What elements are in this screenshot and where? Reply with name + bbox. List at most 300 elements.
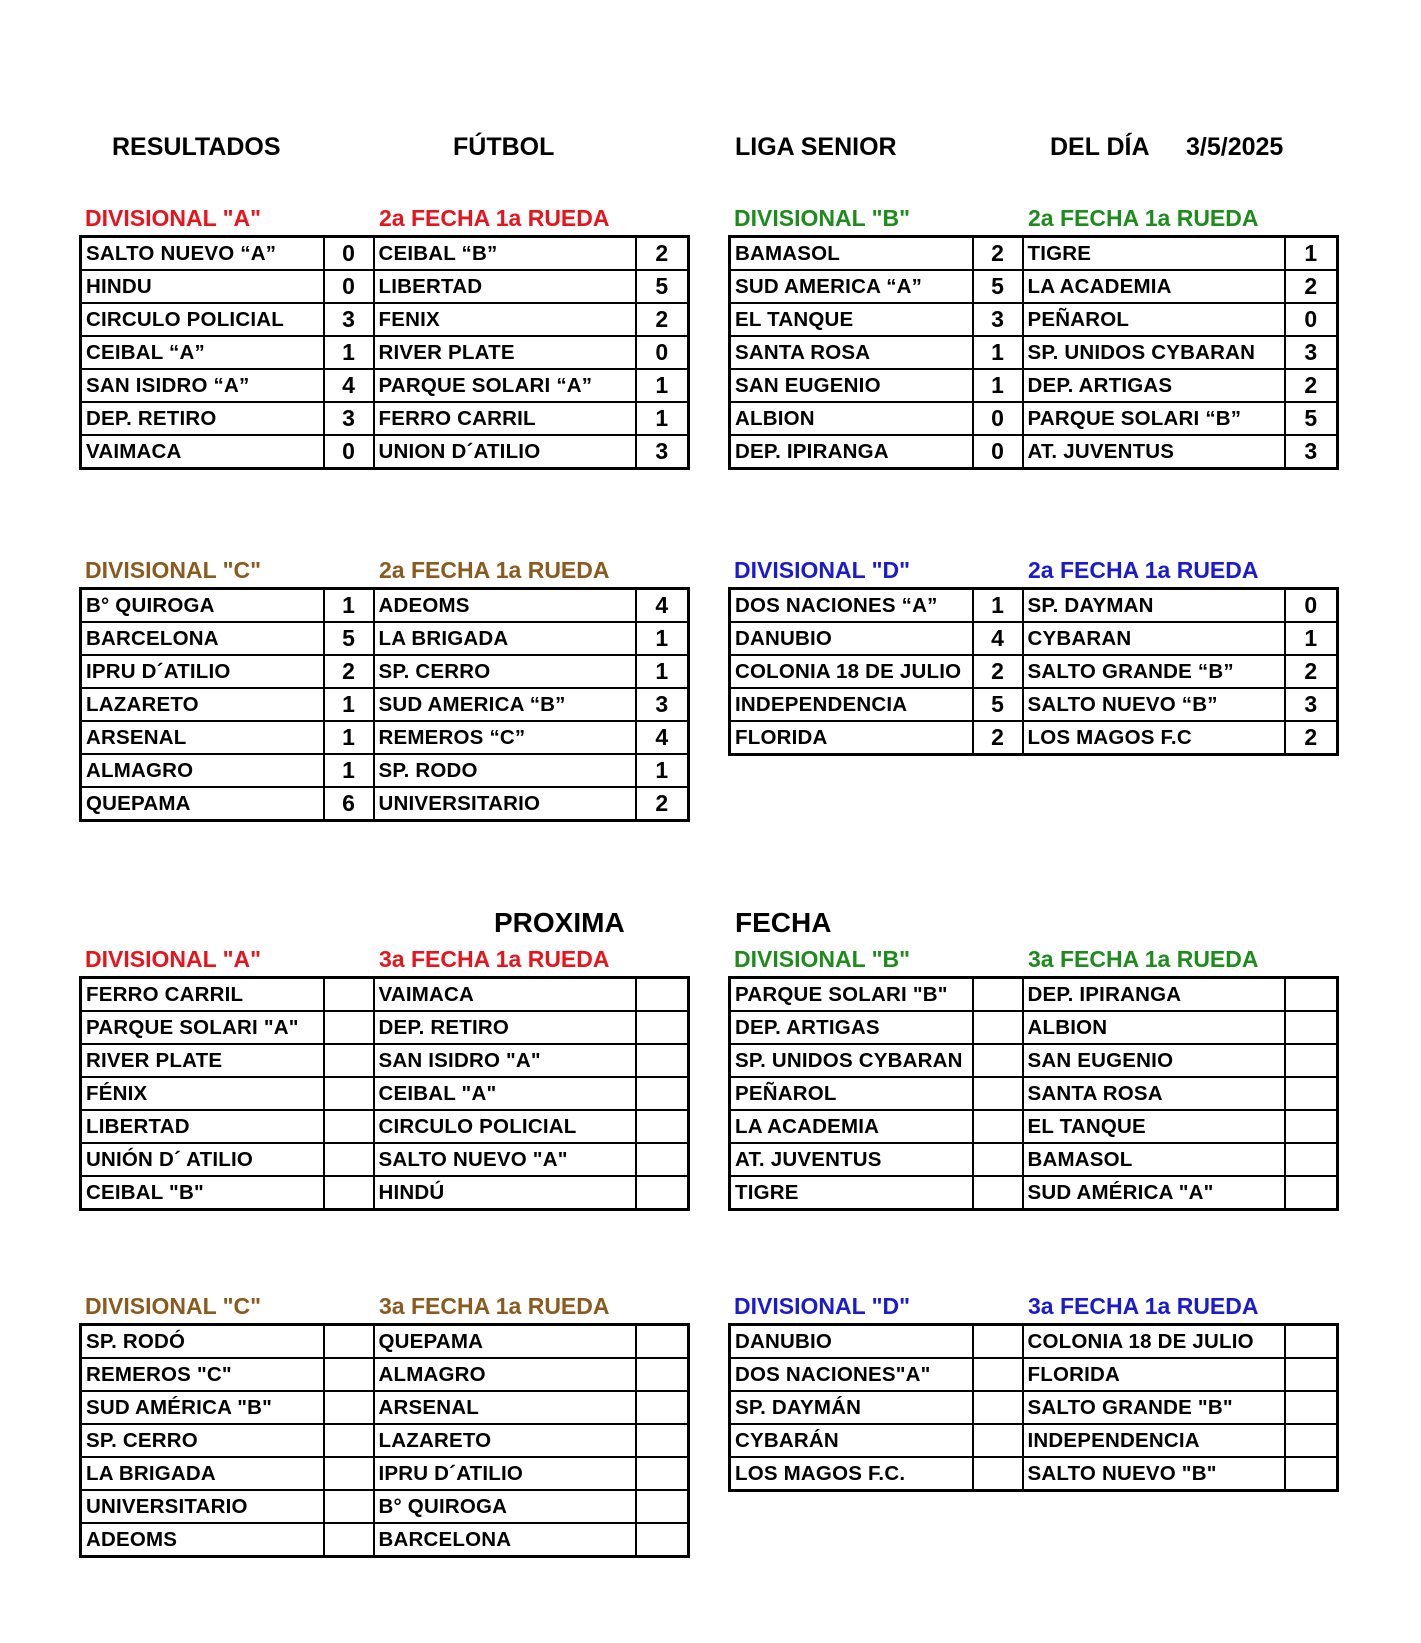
match-row	[81, 435, 689, 469]
match-row	[81, 270, 689, 303]
away-team: SAN ISIDRO "A"	[374, 1044, 636, 1077]
matches-table	[79, 235, 690, 470]
home-team: SALTO NUEVO “A”	[81, 237, 324, 271]
division-block	[79, 1293, 687, 1558]
match-row	[730, 1325, 1338, 1359]
match-row	[81, 721, 689, 754]
round-label: 3a FECHA 1a RUEDA	[1028, 946, 1259, 972]
match-row	[730, 303, 1338, 336]
home-score: 1	[324, 589, 374, 623]
away-team: CEIBAL “B”	[374, 237, 636, 271]
division-name: DIVISIONAL "C"	[85, 557, 262, 583]
matches-table	[79, 1323, 690, 1558]
home-score: 3	[973, 303, 1023, 336]
home-score: 0	[324, 435, 374, 469]
away-team: BAMASOL	[1023, 1143, 1285, 1176]
match-row	[730, 622, 1338, 655]
away-score: 1	[1285, 237, 1338, 271]
home-team: LOS MAGOS F.C.	[730, 1457, 973, 1491]
home-score: 0	[324, 237, 374, 271]
match-row	[730, 1143, 1338, 1176]
home-team: DANUBIO	[730, 1325, 973, 1359]
away-team: SP. UNIDOS CYBARAN	[1023, 336, 1285, 369]
away-team: ALMAGRO	[374, 1358, 636, 1391]
home-team: CIRCULO POLICIAL	[81, 303, 324, 336]
home-team: BAMASOL	[730, 237, 973, 271]
home-team: CEIBAL “A”	[81, 336, 324, 369]
division-title-row	[728, 1293, 1336, 1323]
round-label: 2a FECHA 1a RUEDA	[1028, 205, 1259, 231]
away-team: B° QUIROGA	[374, 1490, 636, 1523]
home-team: DEP. IPIRANGA	[730, 435, 973, 469]
division-title-row	[728, 557, 1336, 587]
home-team: HINDU	[81, 270, 324, 303]
away-score: 2	[636, 303, 689, 336]
division-block	[79, 557, 687, 822]
division-name: DIVISIONAL "A"	[85, 205, 262, 231]
away-score	[636, 1391, 689, 1424]
away-score	[636, 978, 689, 1012]
home-score: 1	[324, 721, 374, 754]
match-row	[81, 1424, 689, 1457]
away-team: LAZARETO	[374, 1424, 636, 1457]
home-team: RIVER PLATE	[81, 1044, 324, 1077]
match-row	[81, 1325, 689, 1359]
away-score: 2	[1285, 369, 1338, 402]
match-row	[81, 402, 689, 435]
match-row	[730, 655, 1338, 688]
home-score	[324, 1391, 374, 1424]
home-team: SP. DAYMÁN	[730, 1391, 973, 1424]
home-score: 5	[973, 270, 1023, 303]
home-score	[973, 1457, 1023, 1491]
away-team: SALTO NUEVO “B”	[1023, 688, 1285, 721]
away-score	[636, 1143, 689, 1176]
away-team: PEÑAROL	[1023, 303, 1285, 336]
match-row	[730, 978, 1338, 1012]
home-score: 2	[324, 655, 374, 688]
away-team: UNIVERSITARIO	[374, 787, 636, 821]
home-score: 1	[324, 336, 374, 369]
away-score	[1285, 1077, 1338, 1110]
home-team: DEP. RETIRO	[81, 402, 324, 435]
home-score	[324, 1490, 374, 1523]
home-team: B° QUIROGA	[81, 589, 324, 623]
away-score: 1	[1285, 622, 1338, 655]
home-score: 5	[324, 622, 374, 655]
division-block	[728, 205, 1336, 470]
match-row	[81, 622, 689, 655]
division-title-row	[79, 946, 687, 976]
match-row	[730, 270, 1338, 303]
round-label: 3a FECHA 1a RUEDA	[379, 946, 610, 972]
home-team: FERRO CARRIL	[81, 978, 324, 1012]
away-score	[1285, 1391, 1338, 1424]
home-team: PARQUE SOLARI "B"	[730, 978, 973, 1012]
matches-table	[728, 1323, 1339, 1492]
match-row	[81, 369, 689, 402]
away-team: SALTO GRANDE "B"	[1023, 1391, 1285, 1424]
home-score	[973, 1077, 1023, 1110]
match-row	[730, 237, 1338, 271]
away-score	[636, 1011, 689, 1044]
matches-table	[79, 587, 690, 822]
home-team: FÉNIX	[81, 1077, 324, 1110]
division-name: DIVISIONAL "C"	[85, 1293, 262, 1319]
away-score: 4	[636, 721, 689, 754]
match-row	[81, 1110, 689, 1143]
away-score: 3	[1285, 435, 1338, 469]
match-row	[730, 589, 1338, 623]
match-row	[81, 1044, 689, 1077]
home-team: DOS NACIONES “A”	[730, 589, 973, 623]
home-team: BARCELONA	[81, 622, 324, 655]
home-score: 4	[973, 622, 1023, 655]
match-row	[81, 1523, 689, 1557]
home-score	[324, 1143, 374, 1176]
header-resultados: RESULTADOS	[112, 133, 281, 161]
home-team: DANUBIO	[730, 622, 973, 655]
match-row	[730, 369, 1338, 402]
away-team: PARQUE SOLARI “B”	[1023, 402, 1285, 435]
match-row	[730, 688, 1338, 721]
home-team: INDEPENDENCIA	[730, 688, 973, 721]
away-score: 1	[636, 622, 689, 655]
match-row	[81, 1391, 689, 1424]
home-score: 1	[973, 369, 1023, 402]
match-row	[81, 1176, 689, 1210]
home-team: AT. JUVENTUS	[730, 1143, 973, 1176]
away-score	[1285, 1325, 1338, 1359]
home-score: 2	[973, 721, 1023, 755]
away-score: 0	[1285, 303, 1338, 336]
match-row	[730, 336, 1338, 369]
match-row	[81, 589, 689, 623]
away-score: 4	[636, 589, 689, 623]
away-score: 0	[1285, 589, 1338, 623]
header-sport: FÚTBOL	[453, 133, 555, 161]
home-score: 2	[973, 655, 1023, 688]
away-score	[636, 1110, 689, 1143]
home-score	[324, 1077, 374, 1110]
home-team: TIGRE	[730, 1176, 973, 1210]
away-score: 2	[1285, 655, 1338, 688]
away-team: REMEROS “C”	[374, 721, 636, 754]
round-label: 3a FECHA 1a RUEDA	[1028, 1293, 1259, 1319]
home-team: LAZARETO	[81, 688, 324, 721]
away-score	[636, 1176, 689, 1210]
home-score: 1	[324, 688, 374, 721]
home-score	[973, 978, 1023, 1012]
away-team: DEP. IPIRANGA	[1023, 978, 1285, 1012]
away-team: LA ACADEMIA	[1023, 270, 1285, 303]
match-row	[730, 1391, 1338, 1424]
home-score: 6	[324, 787, 374, 821]
away-score: 5	[1285, 402, 1338, 435]
away-score	[636, 1490, 689, 1523]
match-row	[81, 688, 689, 721]
away-score	[636, 1358, 689, 1391]
match-row	[730, 1077, 1338, 1110]
match-row	[730, 1110, 1338, 1143]
away-score: 3	[636, 688, 689, 721]
away-team: COLONIA 18 DE JULIO	[1023, 1325, 1285, 1359]
away-team: SUD AMÉRICA "A"	[1023, 1176, 1285, 1210]
away-score: 0	[636, 336, 689, 369]
division-title-row	[728, 205, 1336, 235]
home-score	[324, 1176, 374, 1210]
away-team: HINDÚ	[374, 1176, 636, 1210]
match-row	[730, 1424, 1338, 1457]
away-score	[636, 1523, 689, 1557]
division-block	[79, 205, 687, 470]
away-team: DEP. ARTIGAS	[1023, 369, 1285, 402]
home-team: SP. CERRO	[81, 1424, 324, 1457]
division-title-row	[79, 557, 687, 587]
home-team: SP. RODÓ	[81, 1325, 324, 1359]
away-score	[636, 1077, 689, 1110]
match-row	[81, 1143, 689, 1176]
home-team: SP. UNIDOS CYBARAN	[730, 1044, 973, 1077]
match-row	[730, 721, 1338, 755]
round-label: 2a FECHA 1a RUEDA	[379, 205, 610, 231]
home-team: IPRU D´ATILIO	[81, 655, 324, 688]
header-league: LIGA SENIOR	[735, 133, 897, 161]
home-team: LIBERTAD	[81, 1110, 324, 1143]
matches-table	[728, 976, 1339, 1211]
home-score: 2	[973, 237, 1023, 271]
away-team: QUEPAMA	[374, 1325, 636, 1359]
home-score: 3	[324, 303, 374, 336]
away-score	[1285, 1424, 1338, 1457]
away-team: SALTO NUEVO "A"	[374, 1143, 636, 1176]
away-score	[1285, 978, 1338, 1012]
away-score: 1	[636, 369, 689, 402]
match-row	[81, 303, 689, 336]
home-team: LA ACADEMIA	[730, 1110, 973, 1143]
home-team: CEIBAL "B"	[81, 1176, 324, 1210]
home-team: ARSENAL	[81, 721, 324, 754]
division-name: DIVISIONAL "B"	[734, 946, 911, 972]
away-team: FERRO CARRIL	[374, 402, 636, 435]
match-row	[730, 1358, 1338, 1391]
home-team: SAN ISIDRO “A”	[81, 369, 324, 402]
away-score	[1285, 1011, 1338, 1044]
home-score: 1	[324, 754, 374, 787]
division-block	[79, 946, 687, 1211]
match-row	[81, 978, 689, 1012]
away-score: 3	[1285, 336, 1338, 369]
away-team: CEIBAL "A"	[374, 1077, 636, 1110]
home-score	[324, 1457, 374, 1490]
away-team: INDEPENDENCIA	[1023, 1424, 1285, 1457]
match-row	[81, 754, 689, 787]
home-team: DOS NACIONES"A"	[730, 1358, 973, 1391]
home-score	[324, 1325, 374, 1359]
away-team: SANTA ROSA	[1023, 1077, 1285, 1110]
match-row	[81, 1457, 689, 1490]
away-score	[636, 1457, 689, 1490]
away-score	[1285, 1110, 1338, 1143]
home-team: LA BRIGADA	[81, 1457, 324, 1490]
away-score: 5	[636, 270, 689, 303]
away-team: CYBARAN	[1023, 622, 1285, 655]
home-team: ADEOMS	[81, 1523, 324, 1557]
home-team: FLORIDA	[730, 721, 973, 755]
home-score: 5	[973, 688, 1023, 721]
home-score	[973, 1325, 1023, 1359]
match-row	[81, 237, 689, 271]
home-team: ALMAGRO	[81, 754, 324, 787]
matches-table	[728, 587, 1339, 756]
match-row	[81, 336, 689, 369]
away-score	[636, 1325, 689, 1359]
away-team: VAIMACA	[374, 978, 636, 1012]
home-team: SUD AMÉRICA "B"	[81, 1391, 324, 1424]
home-score	[973, 1110, 1023, 1143]
header-date: 3/5/2025	[1186, 133, 1284, 161]
home-team: PARQUE SOLARI "A"	[81, 1011, 324, 1044]
home-team: ALBION	[730, 402, 973, 435]
away-team: BARCELONA	[374, 1523, 636, 1557]
away-score	[1285, 1044, 1338, 1077]
home-score	[973, 1044, 1023, 1077]
home-score	[973, 1391, 1023, 1424]
home-team: DEP. ARTIGAS	[730, 1011, 973, 1044]
away-team: FENIX	[374, 303, 636, 336]
division-block	[728, 946, 1336, 1211]
home-team: EL TANQUE	[730, 303, 973, 336]
away-team: SALTO GRANDE “B”	[1023, 655, 1285, 688]
away-team: ADEOMS	[374, 589, 636, 623]
round-label: 3a FECHA 1a RUEDA	[379, 1293, 610, 1319]
round-label: 2a FECHA 1a RUEDA	[379, 557, 610, 583]
home-team: SANTA ROSA	[730, 336, 973, 369]
home-score	[324, 1358, 374, 1391]
away-team: UNION D´ATILIO	[374, 435, 636, 469]
match-row	[81, 1077, 689, 1110]
away-team: SP. RODO	[374, 754, 636, 787]
home-team: COLONIA 18 DE JULIO	[730, 655, 973, 688]
match-row	[730, 402, 1338, 435]
home-score: 0	[973, 435, 1023, 469]
away-team: SUD AMERICA “B”	[374, 688, 636, 721]
home-score	[973, 1143, 1023, 1176]
away-team: SP. CERRO	[374, 655, 636, 688]
home-score: 0	[324, 270, 374, 303]
division-block	[728, 1293, 1336, 1492]
division-title-row	[728, 946, 1336, 976]
matches-table	[79, 976, 690, 1211]
away-team: PARQUE SOLARI “A”	[374, 369, 636, 402]
next-round-title-2: FECHA	[735, 907, 832, 938]
division-name: DIVISIONAL "D"	[734, 557, 911, 583]
away-team: IPRU D´ATILIO	[374, 1457, 636, 1490]
home-team: VAIMACA	[81, 435, 324, 469]
away-team: ARSENAL	[374, 1391, 636, 1424]
home-score	[973, 1358, 1023, 1391]
header-del-dia: DEL DÍA	[1050, 133, 1150, 161]
away-score: 2	[636, 787, 689, 821]
away-team: DEP. RETIRO	[374, 1011, 636, 1044]
away-score: 1	[636, 402, 689, 435]
away-score	[636, 1044, 689, 1077]
home-score	[324, 1011, 374, 1044]
away-score	[636, 1424, 689, 1457]
home-score: 3	[324, 402, 374, 435]
home-team: PEÑAROL	[730, 1077, 973, 1110]
home-score	[324, 978, 374, 1012]
division-title-row	[79, 205, 687, 235]
home-team: SAN EUGENIO	[730, 369, 973, 402]
away-team: LIBERTAD	[374, 270, 636, 303]
away-score	[1285, 1358, 1338, 1391]
away-team: TIGRE	[1023, 237, 1285, 271]
away-team: LA BRIGADA	[374, 622, 636, 655]
away-team: SAN EUGENIO	[1023, 1044, 1285, 1077]
home-score	[973, 1011, 1023, 1044]
away-score: 3	[636, 435, 689, 469]
match-row	[81, 1490, 689, 1523]
away-score	[1285, 1143, 1338, 1176]
match-row	[81, 787, 689, 821]
home-team: SUD AMERICA “A”	[730, 270, 973, 303]
match-row	[730, 1457, 1338, 1491]
home-score	[324, 1523, 374, 1557]
home-score: 1	[973, 589, 1023, 623]
home-score: 1	[973, 336, 1023, 369]
round-label: 2a FECHA 1a RUEDA	[1028, 557, 1259, 583]
division-name: DIVISIONAL "A"	[85, 946, 262, 972]
away-team: AT. JUVENTUS	[1023, 435, 1285, 469]
home-score	[973, 1176, 1023, 1210]
division-name: DIVISIONAL "D"	[734, 1293, 911, 1319]
away-team: SP. DAYMAN	[1023, 589, 1285, 623]
away-team: EL TANQUE	[1023, 1110, 1285, 1143]
home-team: UNIVERSITARIO	[81, 1490, 324, 1523]
away-score: 2	[636, 237, 689, 271]
match-row	[81, 1011, 689, 1044]
home-score: 0	[973, 402, 1023, 435]
next-round-title-1: PROXIMA	[494, 907, 625, 938]
away-team: CIRCULO POLICIAL	[374, 1110, 636, 1143]
match-row	[730, 1011, 1338, 1044]
away-score: 3	[1285, 688, 1338, 721]
away-team: RIVER PLATE	[374, 336, 636, 369]
home-score	[324, 1044, 374, 1077]
home-score	[324, 1110, 374, 1143]
away-score: 2	[1285, 721, 1338, 755]
home-team: CYBARÁN	[730, 1424, 973, 1457]
home-team: QUEPAMA	[81, 787, 324, 821]
away-team: FLORIDA	[1023, 1358, 1285, 1391]
home-team: UNIÓN D´ ATILIO	[81, 1143, 324, 1176]
away-team: LOS MAGOS F.C	[1023, 721, 1285, 755]
home-score	[324, 1424, 374, 1457]
away-score	[1285, 1457, 1338, 1491]
home-score	[973, 1424, 1023, 1457]
division-name: DIVISIONAL "B"	[734, 205, 911, 231]
match-row	[81, 1358, 689, 1391]
away-score: 1	[636, 754, 689, 787]
match-row	[81, 655, 689, 688]
division-block	[728, 557, 1336, 756]
matches-table	[728, 235, 1339, 470]
match-row	[730, 1044, 1338, 1077]
away-team: ALBION	[1023, 1011, 1285, 1044]
away-score: 1	[636, 655, 689, 688]
away-team: SALTO NUEVO "B"	[1023, 1457, 1285, 1491]
